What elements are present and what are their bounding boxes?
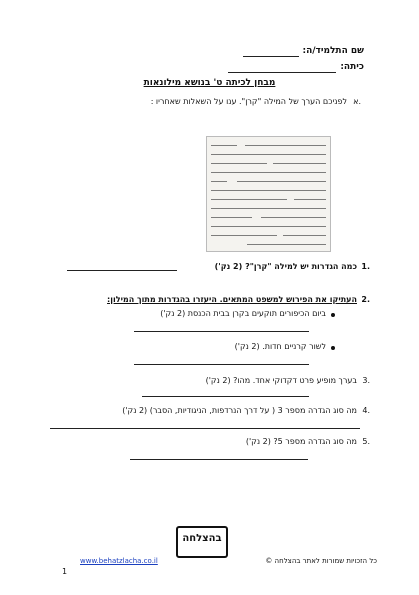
q4-text: מה סוג הגדרה מספר 3 ( על דרך הנרדפות, הניגודיות, הסבר) (2 נק') xyxy=(122,406,357,415)
dictionary-entry-image xyxy=(206,136,331,252)
q2-bullet2-text: לשור קרניים חדות. (2 נק') xyxy=(234,342,326,351)
q3-text: בערך מופיע פרט דקדוקי אחד. מהו? (2 נק') xyxy=(205,376,357,385)
student-name-field[interactable] xyxy=(243,56,299,57)
bullet-icon xyxy=(331,313,335,317)
section-a-instruction: לפניכם הערך של המילה "קרן". ענו על השאלות שאחריו : xyxy=(150,97,347,106)
q4-answer-line[interactable] xyxy=(50,428,360,429)
student-name-label: שם התלמיד/ה: xyxy=(302,46,364,56)
q1-number: .1 xyxy=(361,262,370,271)
q2-bullet2-answer-line[interactable] xyxy=(134,364,309,365)
q3-answer-line[interactable] xyxy=(142,396,309,397)
q5-text: מה סוג הגדרה מספר 5? (2 נק') xyxy=(245,437,357,446)
q4-number: .4 xyxy=(362,406,370,415)
q2-number: .2 xyxy=(361,295,370,304)
class-field[interactable] xyxy=(228,72,336,73)
bullet-icon xyxy=(331,346,335,350)
q1-answer-line[interactable] xyxy=(67,270,177,271)
class-label: כיתה: xyxy=(340,62,364,72)
logo-text: בהצלחה xyxy=(182,533,222,544)
q2-bullet1-text: ביום הכיפורים תוקעים בקרן בבית הכנסת (2 נק') xyxy=(160,309,326,318)
q5-answer-line[interactable] xyxy=(130,459,308,460)
website-link[interactable]: www.behatzlacha.co.il xyxy=(80,557,158,565)
q2-text: העתיקו את הפירוש למשפט המתאים. היעזרו בהגדרות מתוך המילון: xyxy=(107,295,357,304)
logo xyxy=(176,526,228,558)
copyright-text: כל הזכויות שמורות לאתר בהצלחה © xyxy=(265,557,377,565)
q5-number: .5 xyxy=(362,437,370,446)
page-number: 1 xyxy=(62,567,68,576)
q3-number: .3 xyxy=(362,376,370,385)
page-title: מבחן לכיתה ט' בנושא מילונאות xyxy=(143,78,276,88)
q2-bullet1-answer-line[interactable] xyxy=(134,331,309,332)
q1-text: כמה הגדרות יש למילה "קרן"? (2 נק') xyxy=(214,262,357,271)
section-a-letter: .א xyxy=(353,97,361,106)
